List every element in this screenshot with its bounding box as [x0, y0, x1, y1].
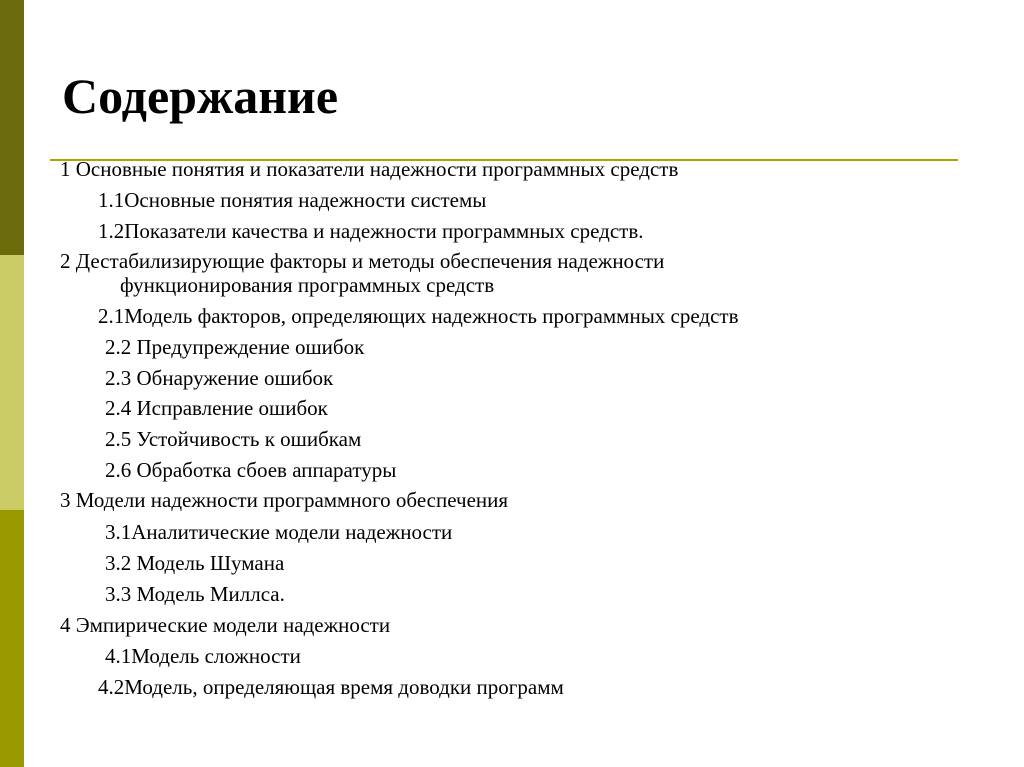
toc-item: 2.6 Обработка сбоев аппаратуры: [105, 458, 397, 482]
toc-item: 3.1Аналитические модели надежности: [105, 520, 453, 544]
toc-item: 2.2 Предупреждение ошибок: [105, 335, 365, 359]
toc-item: 1 Основные понятия и показатели надежности программных средств: [60, 157, 679, 181]
toc-item: 2.3 Обнаружение ошибок: [105, 366, 334, 390]
toc-item: 2 Дестабилизирующие факторы и методы обеспечения надежности: [60, 249, 665, 273]
toc-item: 4 Эмпирические модели надежности: [60, 613, 391, 637]
toc-item: 1.1Основные понятия надежности системы: [98, 188, 487, 212]
toc-item: 3 Модели надежности программного обеспечения: [60, 488, 509, 512]
accent-bar-middle: [0, 255, 24, 510]
slide-title: Содержание: [62, 68, 339, 124]
accent-bar-bottom: [0, 510, 24, 767]
toc-item: 4.1Модель сложности: [105, 644, 301, 668]
toc-item: 3.2 Модель Шумана: [105, 551, 285, 575]
toc-item: 3.3 Модель Миллса.: [105, 582, 285, 606]
accent-bar-top: [0, 0, 24, 255]
toc-item: 2.1Модель факторов, определяющих надежность программных средств: [98, 304, 739, 328]
toc-item: 2.5 Устойчивость к ошибкам: [105, 427, 362, 451]
toc-item: 1.2Показатели качества и надежности программных средств.: [98, 219, 644, 243]
toc-item: 2.4 Исправление ошибок: [105, 396, 328, 420]
toc-item-continuation: функционирования программных средств: [120, 273, 495, 297]
toc-item: 4.2Модель, определяющая время доводки программ: [98, 675, 564, 699]
